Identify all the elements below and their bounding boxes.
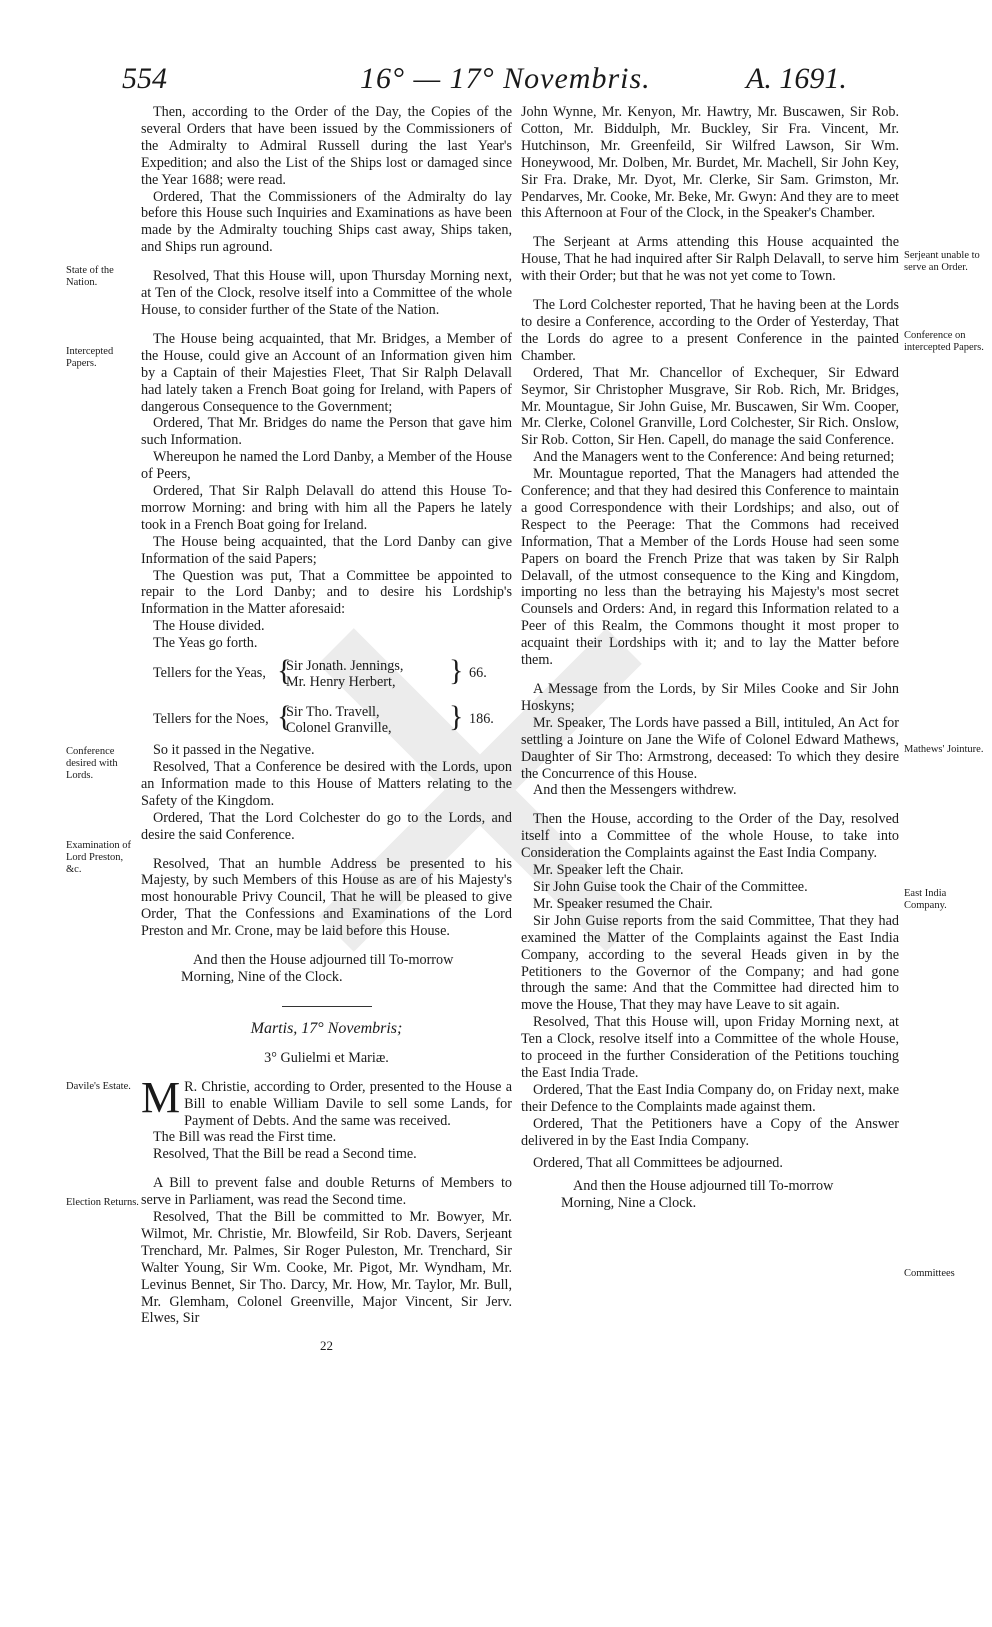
paragraph: Mr. Speaker left the Chair.	[533, 862, 684, 879]
paragraph: Then the House, according to the Order of the Day, resolved itself into a Committee of the whole House, to take into Consideration the Complaints against the East India Company.	[521, 811, 899, 862]
margin-note-intercepted-papers: Intercepted Papers.	[66, 346, 114, 369]
paragraph: Resolved, That this House will, upon Thursday Morning next, at Ten of the Clock, resolve itself into a Committee of the whole House, to consider further of the State of the Nation.	[141, 268, 512, 318]
margin-note-state-of-nation: State of the Nation.	[66, 265, 114, 288]
regnal-year: 3° Gulielmi et Mariæ.	[264, 1049, 389, 1066]
page-header	[0, 62, 992, 102]
paragraph: Mr. Speaker resumed the Chair.	[533, 895, 713, 912]
paragraph: And the Managers went to the Conference: And being returned;	[533, 449, 895, 466]
paragraph: Ordered, That the Petitioners have a Copy of the Answer delivered in by the East India Company.	[521, 1115, 899, 1149]
teller-name: Colonel Granville,	[286, 720, 392, 737]
tellers-noes: Tellers for the Noes, { Sir Tho. Travell, Colonel Granville, } 186.	[153, 700, 494, 737]
paragraph: Sir John Guise took the Chair of the Committee.	[533, 878, 808, 895]
paragraph: Resolved, That this House will, upon Friday Morning next, at Ten a Clock, resolve itself into a Committee of the whole House, to proceed in the further Consideration of the Petitions touching the East India Trade.	[521, 1014, 899, 1081]
paragraph: Resolved, That the Bill be read a Second time.	[153, 1146, 417, 1163]
margin-note-daviles-estate: Davile's Estate.	[66, 1081, 131, 1092]
paragraph: The Lord Colchester reported, That he having been at the Lords to desire a Conference, according to the Order of Yesterday, That the Lords do agree to a present Conference in the painted Chamber.	[521, 297, 899, 364]
paragraph: John Wynne, Mr. Kenyon, Mr. Hawtry, Mr. Buscawen, Sir Rob. Cotton, Mr. Biddulph, Mr. Buckley, Sir Fra. Vincent, Mr. Hutchinson, Mr. Greenfeild, Sir Wilfred Lawson, Sir Wm. Honeywood, Mr. Dolben, Mr. Burdet, Mr. Machell, Sir John Key, Sir Fra. Drake, Mr. Dyot, Mr. Clerke, Sir Sam. Grimston, Mr. Pendarves, Mr. Cooke, Mr. Beke, Mr. Gwyn: And they are to meet this Afternoon at Four of the Clock, in the Speaker's Chamber.	[521, 104, 899, 222]
paragraph: A Bill to prevent false and double Returns of Members to serve in Parliament, was read the Second time.	[141, 1175, 512, 1209]
paragraph: Mr. Speaker, The Lords have passed a Bill, intituled, An Act for settling a Jointure on Jane the Wife of Colonel Edward Mathews, Daughter of Sir Tho: Armstrong, deceased: To which they desire the Concurrence of this House.	[521, 714, 899, 782]
paragraph: Ordered, That all Committees be adjourned.	[533, 1155, 783, 1172]
paragraph: The Serjeant at Arms attending this House acquainted the House, That he had inquired after Sir Ralph Delavall, to serve him with their Order; but that he was not yet come to Town.	[521, 234, 899, 285]
right-column	[521, 104, 899, 1212]
teller-name: Mr. Henry Herbert,	[286, 674, 396, 691]
paragraph: M R. Christie, according to Order, presented to the House a Bill to enable William Davile to sell some Lands, for Payment of Debts. And the same was received.	[141, 1072, 512, 1129]
paragraph: Mr. Mountague reported, That the Managers had attended the Conference; and that they had desired this Conference to maintain a good Correspondence with their Lordships; and also, out of Respect to the Peerage: That the Commons had received Information, That a Member of the Lords House had seen some Papers on board the French Prize that was taken by Sir Ralph Delavall, of the utmost consequence to the King and Kingdom, importing no less than the betraying his Majesty's most secret Counsels and Orders: And, in regard this Information related to a Peer of this Realm, the Commons thought it most proper to acquaint their Lordships with it; and to lay the Matter before them.	[521, 466, 899, 669]
teller-name: Sir Tho. Travell,	[286, 704, 380, 721]
paragraph: So it passed in the Negative.	[153, 742, 315, 759]
margin-note-serjeant: Serjeant unable to serve an Order.	[904, 250, 980, 273]
adjournment: And then the House adjourned till To-morrow Morning, Nine a Clock.	[561, 1178, 834, 1212]
drop-cap: M	[141, 1072, 181, 1122]
paragraph: The Yeas go forth.	[153, 635, 258, 652]
paragraph: The House being acquainted, that the Lord Danby can give Information of the said Papers;	[141, 533, 512, 567]
paragraph: Then, according to the Order of the Day, the Copies of the several Orders that have been issued by the Commissioners of the Admiralty to Admiral Russell during the last Year's Expedition; and also the List of the Ships lost or damaged since the Year 1688; were read.	[141, 104, 512, 188]
left-column	[141, 104, 512, 1327]
paragraph: The Question was put, That a Committee be appointed to repair to the Lord Danby; and to desire his Lordship's Information in the Matter aforesaid:	[141, 567, 512, 618]
margin-note-mathews-jointure: Mathews' Jointure.	[904, 744, 984, 755]
tellers-yeas-label: Tellers for the Yeas,	[153, 665, 266, 682]
paragraph: Ordered, That the East India Company do, on Friday next, make their Defence to the Complaints made against them.	[521, 1081, 899, 1115]
paragraph: Whereupon he named the Lord Danby, a Member of the House of Peers,	[141, 449, 512, 483]
page-number: 554	[122, 62, 167, 95]
page-year: A. 1691.	[746, 62, 847, 95]
yeas-count: 66.	[469, 665, 487, 682]
paragraph: The Bill was read the First time.	[153, 1129, 337, 1146]
paragraph: Sir John Guise reports from the said Committee, That they had examined the Matter of the Complaints against the East India Company, according to the several Heads given in by the Petitioners to the Governor of the Company; and had gone through the same: And that the Committee had directed him to move the House, That they may have Leave to sit again.	[521, 912, 899, 1014]
paragraph: The House divided.	[153, 618, 265, 635]
paragraph: The House being acquainted, that Mr. Bridges, a Member of the House, could give an Account of an Information given him by a Captain of their Majesties Fleet, That Sir Ralph Delavall had lately taken a French Boat going for Ireland, with Papers of dangerous Consequence to the Government;	[141, 330, 512, 415]
tellers-noes-label: Tellers for the Noes,	[153, 711, 269, 728]
paragraph: Ordered, That the Lord Colchester do go to the Lords, and desire the said Conference.	[141, 809, 512, 843]
paragraph: Ordered, That Sir Ralph Delavall do attend this House To-morrow Morning: and bring with him all the Papers he lately took in a French Boat going for Ireland.	[141, 483, 512, 533]
paragraph: A Message from the Lords, by Sir Miles Cooke and Sir John Hoskyns;	[521, 681, 899, 714]
margin-note-conference-papers: Conference on intercepted Papers.	[904, 330, 984, 353]
page-date: 16° — 17° Novembris.	[360, 62, 651, 95]
margin-note-east-india: East India Company.	[904, 888, 947, 911]
noes-count: 186.	[469, 711, 494, 728]
paragraph: Resolved, That a Conference be desired with the Lords, upon an Information made to this House of Matters relating to the Safety of the Kingdom.	[141, 759, 512, 809]
signature-mark: 22	[320, 1338, 333, 1353]
paragraph: Resolved, That the Bill be committed to Mr. Bowyer, Mr. Wilmot, Mr. Christie, Mr. Blowfeild, Sir Rob. Davers, Serjeant Trenchard, Mr. Palmes, Sir Roger Puleston, Mr. Trenchard, Sir Walter Young, Sir Wm. Cooke, Mr. Pigot, Mr. Wyndham, Mr. Levinus Bennet, Sir Tho. Darcy, Mr. How, Mr. Taylor, Mr. Bull, Mr. Glemham, Colonel Greenville, Major Vincent, Sir Jerv. Elwes, Sir	[141, 1209, 512, 1327]
margin-note-examination: Examination of Lord Preston, &c.	[66, 840, 132, 875]
margin-note-conference-desired: Conference desired with Lords.	[66, 746, 118, 781]
paragraph: Ordered, That Mr. Bridges do name the Person that gave him such Information.	[141, 415, 512, 449]
teller-name: Sir Jonath. Jennings,	[286, 658, 404, 675]
paragraph: And then the Messengers withdrew.	[533, 782, 737, 799]
tellers-yeas: Tellers for the Yeas, { Sir Jonath. Jennings, Mr. Henry Herbert, } 66.	[153, 654, 487, 691]
paragraph: Ordered, That the Commissioners of the Admiralty do lay before this House such Inquiries and Examinations as have been made by the Admiralty touching Ships cast away, Ships taken, and Ships run aground.	[141, 188, 512, 256]
adjournment: And then the House adjourned till To-morrow Morning, Nine of the Clock.	[181, 952, 454, 985]
margin-note-committees: Committees	[904, 1268, 955, 1279]
day-heading: Martis, 17° Novembris;	[250, 1019, 403, 1037]
paragraph: Ordered, That Mr. Chancellor of Exchequer, Sir Edward Seymor, Sir Christopher Musgrave, Sir Rob. Rich, Mr. Bridges, Mr. Mountague, Sir John Guise, Mr. Buscawen, Sir Wm. Cooper, Mr. Clerke, Colonel Granville, Lord Colchester, Sir Rich. Onslow, Sir Rob. Cotton, Sir Hen. Capell, do manage the said Conference.	[521, 364, 899, 449]
margin-note-election-returns: Election Returns.	[66, 1197, 139, 1208]
paragraph: Resolved, That an humble Address be presented to his Majesty, by such Members of this House as are of his Majesty's most honourable Privy Council, That he will be pleased to give Order, That the Confessions and Examinations of the Lord Preston and Mr. Crone, may be laid before this House.	[141, 855, 512, 940]
